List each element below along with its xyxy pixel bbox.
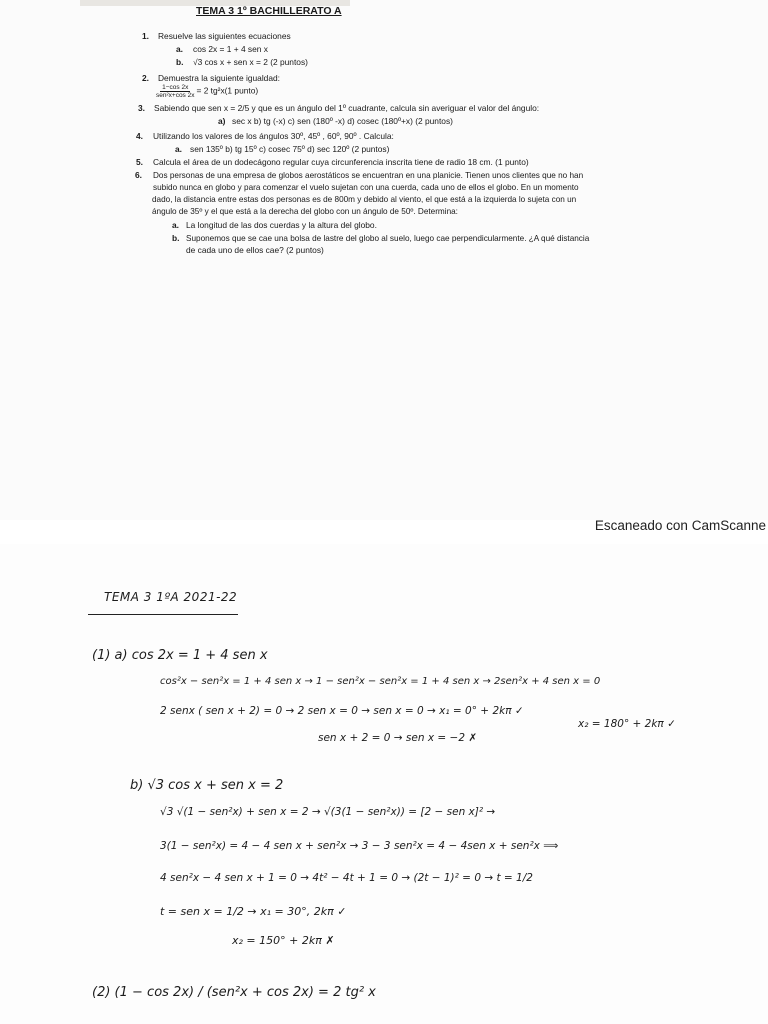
item-text: Resuelve las siguientes ecuaciones	[158, 31, 291, 41]
item-text: de cada uno de ellos cae? (2 puntos)	[186, 245, 324, 255]
item-num: 5.	[136, 157, 143, 167]
handwritten-line: t = sen x = 1/2 → x₁ = 30°, 2kπ ✓	[160, 905, 347, 918]
item-num: 3.	[138, 103, 145, 113]
item-num: 1.	[142, 31, 149, 41]
item-text: Utilizando los valores de los ángulos 30º, 45º , 60º, 90º . Calcula:	[153, 131, 394, 141]
handwritten-line: cos²x − sen²x = 1 + 4 sen x → 1 − sen²x − sen²x = 1 + 4 sen x → 2sen²x + 4 sen x = 0	[160, 676, 601, 687]
fraction-numerator: 1−cos 2x	[162, 84, 189, 91]
item-text: La longitud de las dos cuerdas y la altura del globo.	[186, 220, 377, 230]
item-text: sen 135º b) tg 15º c) cosec 75º d) sec 120º (2 puntos)	[190, 144, 390, 154]
item-text: Dos personas de una empresa de globos aerostáticos se encuentran en una planicie. Tienen unos clientes que no han	[153, 171, 584, 180]
item-num: 4.	[136, 131, 143, 141]
handwritten-line: 2 senx ( sen x + 2) = 0 → 2 sen x = 0 → sen x = 0 → x₁ = 0° + 2kπ ✓	[160, 705, 524, 717]
item-num: b.	[172, 233, 180, 243]
item-text: Demuestra la siguiente igualdad:	[158, 73, 280, 83]
handwritten-line: (2) (1 − cos 2x) / (sen²x + cos 2x) = 2 tg² x	[92, 985, 376, 1000]
handwritten-line: √3 √(1 − sen²x) + sen x = 2 → √(3(1 − sen²x)) = [2 − sen x]² →	[160, 806, 496, 818]
fraction	[156, 84, 194, 99]
item-text: sec x b) tg (-x) c) sen (180º -x) d) cosec (180º+x) (2 puntos)	[232, 116, 453, 126]
handwritten-answer-sheet	[0, 544, 768, 1024]
handwritten-line: (1) a) cos 2x = 1 + 4 sen x	[92, 648, 268, 663]
item-num: a.	[176, 44, 183, 54]
scanner-watermark: Escaneado con CamScanne	[594, 518, 766, 533]
item-text: ángulo de 35º y el que está a la derecha del globo con un ángulo de 50º. Determina:	[152, 207, 458, 216]
item-text: Sabiendo que sen x = 2/5 y que es un ángulo del 1º cuadrante, calcula sin averiguar el valor del ángulo:	[154, 103, 540, 113]
item-num: b.	[176, 57, 184, 67]
item-text: Suponemos que se cae una bolsa de lastre del globo al suelo, luego cae perpendicularmente. ¿A qué distancia	[186, 234, 590, 243]
item-num: 2.	[142, 73, 149, 83]
item-num: a.	[175, 144, 182, 154]
item-text: cos 2x = 1 + 4 sen x	[193, 44, 268, 54]
item-text: dado, la distancia entre estas dos personas es de 800m y debido al viento, el que está a la izquierda lo sujeta con un	[152, 195, 577, 204]
fraction-equation	[156, 84, 258, 99]
item-num: a.	[172, 220, 179, 230]
item-num: a)	[218, 116, 226, 126]
header-underline	[88, 614, 238, 615]
item-text: √3 cos x + sen x = 2 (2 puntos)	[193, 57, 308, 67]
item-text: Calcula el área de un dodecágono regular cuya circunferencia inscrita tiene de radio 18 cm. (1 punto)	[153, 157, 529, 167]
handwritten-line: 3(1 − sen²x) = 4 − 4 sen x + sen²x → 3 − 3 sen²x = 4 − 4sen x + sen²x ⟹	[160, 840, 559, 852]
fraction-denominator: sen²x+cos 2x	[156, 92, 195, 99]
handwritten-line: x₂ = 150° + 2kπ ✗	[232, 934, 335, 947]
exam-title: TEMA 3 1º BACHILLERATO A	[196, 5, 342, 17]
handwritten-line: b) √3 cos x + sen x = 2	[130, 778, 284, 793]
handwritten-header: TEMA 3 1ºA 2021-22	[104, 590, 238, 604]
handwritten-line: x₂ = 180° + 2kπ ✓	[578, 718, 676, 730]
item-num: 6.	[135, 170, 142, 180]
handwritten-line: 4 sen²x − 4 sen x + 1 = 0 → 4t² − 4t + 1 = 0 → (2t − 1)² = 0 → t = 1/2	[160, 872, 533, 884]
item-text: = 2 tg²x(1 punto)	[196, 85, 259, 96]
item-text: subido nunca en globo y para comenzar el vuelo sujetan con una cuerda, cada uno de ellos el globo. En un momento	[153, 183, 579, 192]
handwritten-line: sen x + 2 = 0 → sen x = −2 ✗	[318, 732, 478, 744]
